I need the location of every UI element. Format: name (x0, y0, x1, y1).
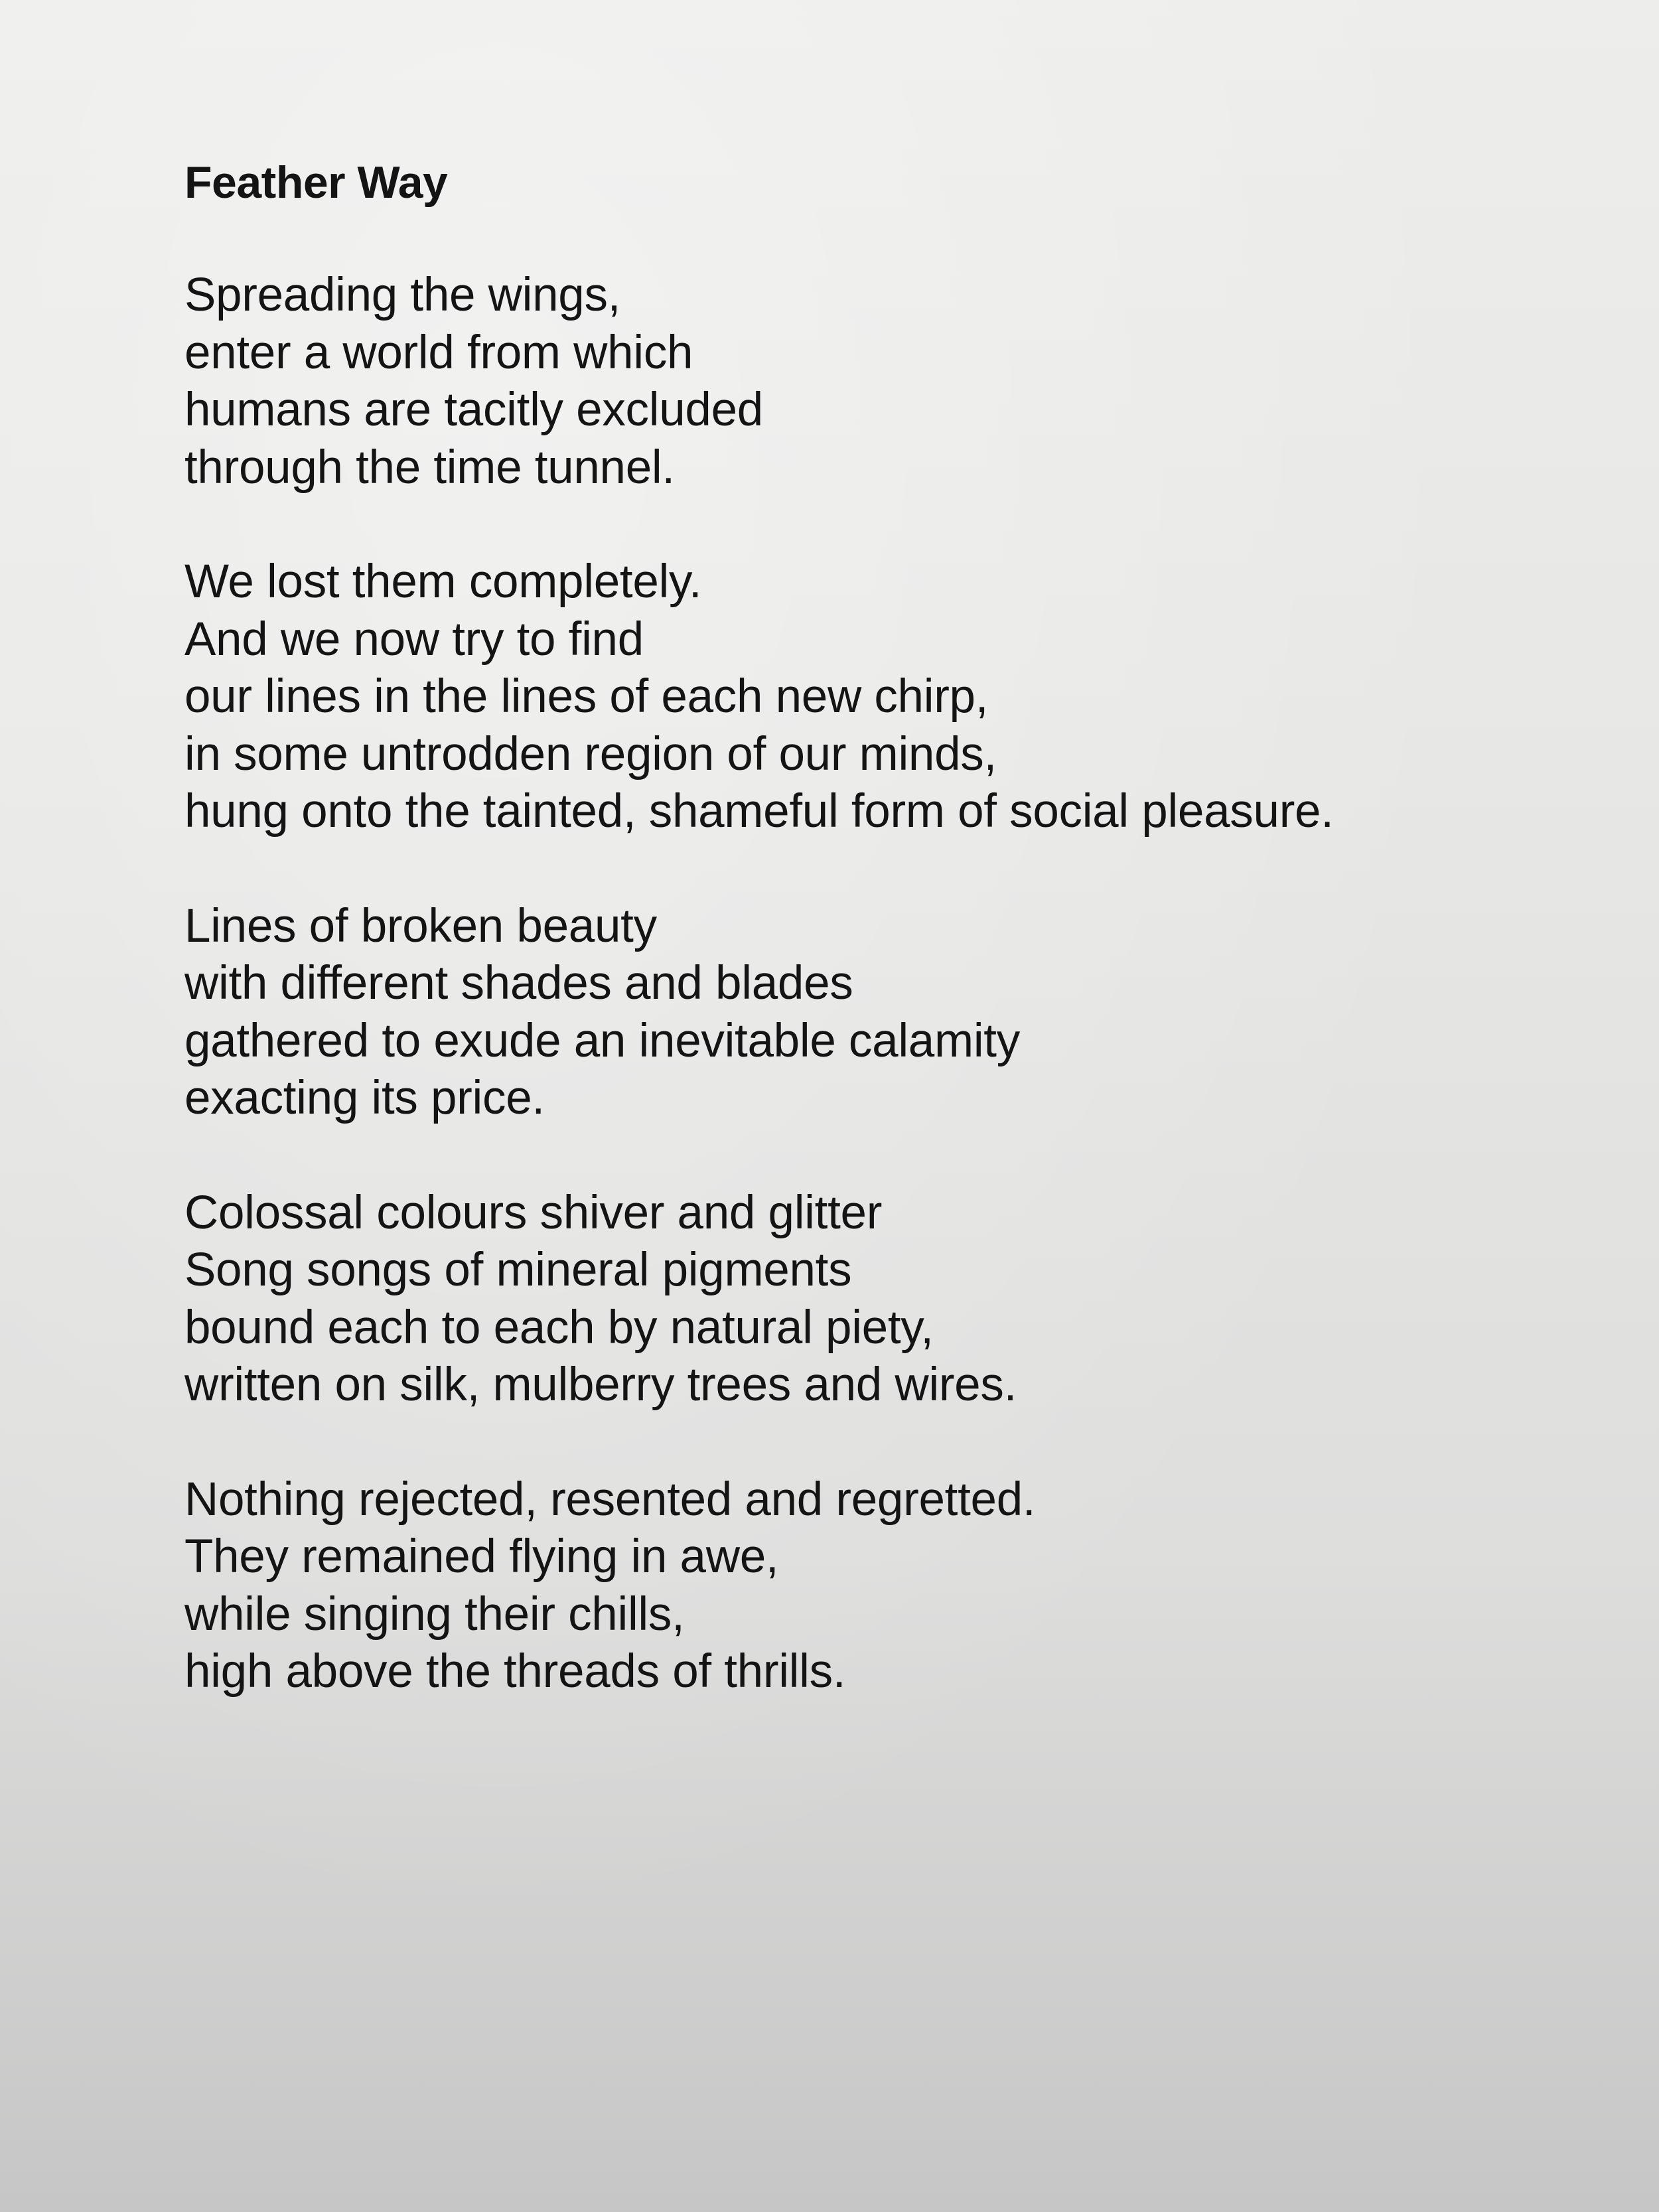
poem-line: through the time tunnel. (184, 441, 675, 494)
poem-line: in some untrodden region of our minds, (184, 727, 997, 780)
poem-line: And we now try to find (184, 613, 644, 666)
poem-line: high above the threads of thrills. (184, 1645, 846, 1698)
poem-line: They remained flying in awe, (184, 1530, 779, 1583)
poem-title: Feather Way (184, 157, 448, 208)
poem-line: while singing their chills, (184, 1587, 685, 1641)
poem-line: We lost them completely. (184, 555, 702, 608)
poem-line: enter a world from which (184, 326, 693, 379)
stanza-5 (184, 1471, 1578, 1701)
poem-line: Lines of broken beauty (184, 899, 657, 952)
poem-line: exacting its price. (184, 1072, 545, 1124)
poem-line: Song songs of mineral pigments (184, 1244, 852, 1296)
stanza-1 (184, 267, 1578, 496)
poem-line: Spreading the wings, (184, 269, 621, 321)
poem-line: with different shades and blades (184, 957, 853, 1009)
poem-line: gathered to exude an inevitable calamity (184, 1014, 1020, 1067)
stanza-3 (184, 898, 1578, 1128)
stanza-4 (184, 1185, 1578, 1414)
poem (184, 151, 1578, 1758)
poem-line: hung onto the tainted, shameful form of social pleasure. (184, 785, 1334, 838)
stanza-2 (184, 553, 1578, 841)
poem-line: written on silk, mulberry trees and wires. (184, 1359, 1017, 1411)
poem-line: Nothing rejected, resented and regretted. (184, 1473, 1036, 1526)
poem-line: bound each to each by natural piety, (184, 1301, 934, 1354)
poem-line: our lines in the lines of each new chirp, (184, 670, 989, 723)
poem-line: Colossal colours shiver and glitter (184, 1186, 883, 1239)
poem-line: humans are tacitly excluded (184, 384, 763, 436)
